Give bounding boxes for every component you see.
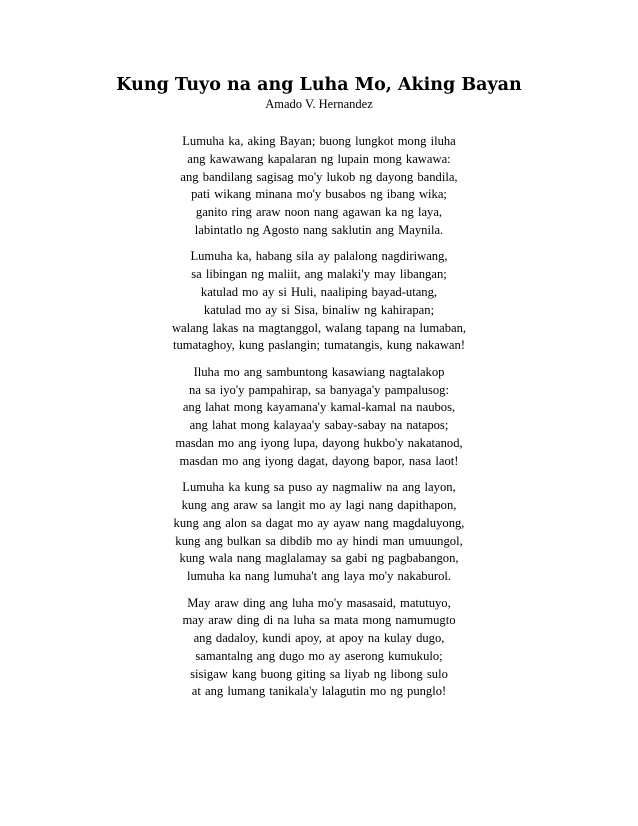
poem-line: sa libingan ng maliit, ang malaki'y may libangan;: [191, 267, 447, 282]
poem-line: ang lahat mong kalayaa'y sabay-sabay na natapos;: [189, 418, 449, 433]
poem-line: lumuha ka nang lumuha't ang laya mo'y nakaburol.: [186, 569, 452, 584]
poem-line: tumataghoy, kung paslangin; tumatangis, kung nakawan!: [172, 338, 466, 353]
poem-line: kung ang alon sa dagat mo ay ayaw nang magdaluyong,: [173, 515, 465, 530]
poem-line: May araw ding ang luha mo'y masasaid, matutuyo,: [187, 595, 451, 610]
poem-line: samantalng ang dugo mo ay aserong kumukulo;: [195, 648, 443, 663]
poem-line: ang lahat mong kayamana'y kamal-kamal na naubos,: [182, 400, 456, 415]
poem-line: sisigaw kang buong giting sa liyab ng libong sulo: [190, 666, 448, 681]
poem-line: labintatlo ng Agosto nang saklutin ang Maynila.: [194, 222, 444, 237]
stanza-2: [0, 248, 638, 355]
poem-line: ang bandilang sagisag mo'y lukob ng dayong bandila,: [180, 169, 458, 184]
poem-author: Amado V. Hernandez: [265, 97, 373, 111]
poem-line: ang kawawang kapalaran ng lupain mong kawawa:: [187, 151, 451, 166]
poem-title: Kung Tuyo na ang Luha Mo, Aking Bayan: [116, 75, 522, 95]
poem-line: ganito ring araw noon nang agawan ka ng laya,: [195, 205, 443, 220]
poem-line: ang dadaloy, kundi apoy, at apoy na kulay dugo,: [193, 631, 445, 646]
poem-line: masdan mo ang iyong dagat, dayong bapor, nasa laot!: [179, 453, 459, 468]
poem-line: walang lakas na magtanggol, walang tapang na lumaban,: [171, 320, 467, 335]
poem-line: at ang lumang tanikala'y lalagutin mo ng punglo!: [191, 684, 447, 699]
poem-line: na sa iyo'y pampahirap, sa banyaga'y pampalusog:: [189, 382, 449, 397]
poem-body: [0, 133, 638, 701]
poem-line: katulad mo ay si Sisa, binaliw ng kahirapan;: [203, 302, 435, 317]
stanza-5: [0, 595, 638, 702]
poem-line: kung ang araw sa langit mo ay lagi nang dapithapon,: [181, 497, 457, 512]
stanza-1: [0, 133, 638, 240]
poem-line: katulad mo ay si Huli, naaliping bayad-utang,: [200, 284, 438, 299]
stanza-3: [0, 364, 638, 471]
poem-line: masdan mo ang iyong lupa, dayong hukbo'y nakatanod,: [175, 435, 463, 450]
poem-line: Lumuha ka, habang sila ay palalong nagdiriwang,: [190, 249, 448, 264]
poem-line: kung ang bulkan sa dibdib mo ay hindi man umuungol,: [175, 533, 463, 548]
poem-line: kung wala nang maglalamay sa gabi ng pagbabangon,: [179, 551, 459, 566]
stanza-4: [0, 479, 638, 586]
poem-line: Lumuha ka kung sa puso ay nagmaliw na ang layon,: [182, 480, 456, 495]
poem-line: may araw ding di na luha sa mata mong namumugto: [182, 613, 456, 628]
poem-line: pati wikang minana mo'y busabos ng ibang wika;: [191, 187, 447, 202]
poem-line: Lumuha ka, aking Bayan; buong lungkot mong iluha: [182, 134, 456, 148]
poem-line: Iluha mo ang sambuntong kasawiang nagtalakop: [193, 364, 445, 379]
